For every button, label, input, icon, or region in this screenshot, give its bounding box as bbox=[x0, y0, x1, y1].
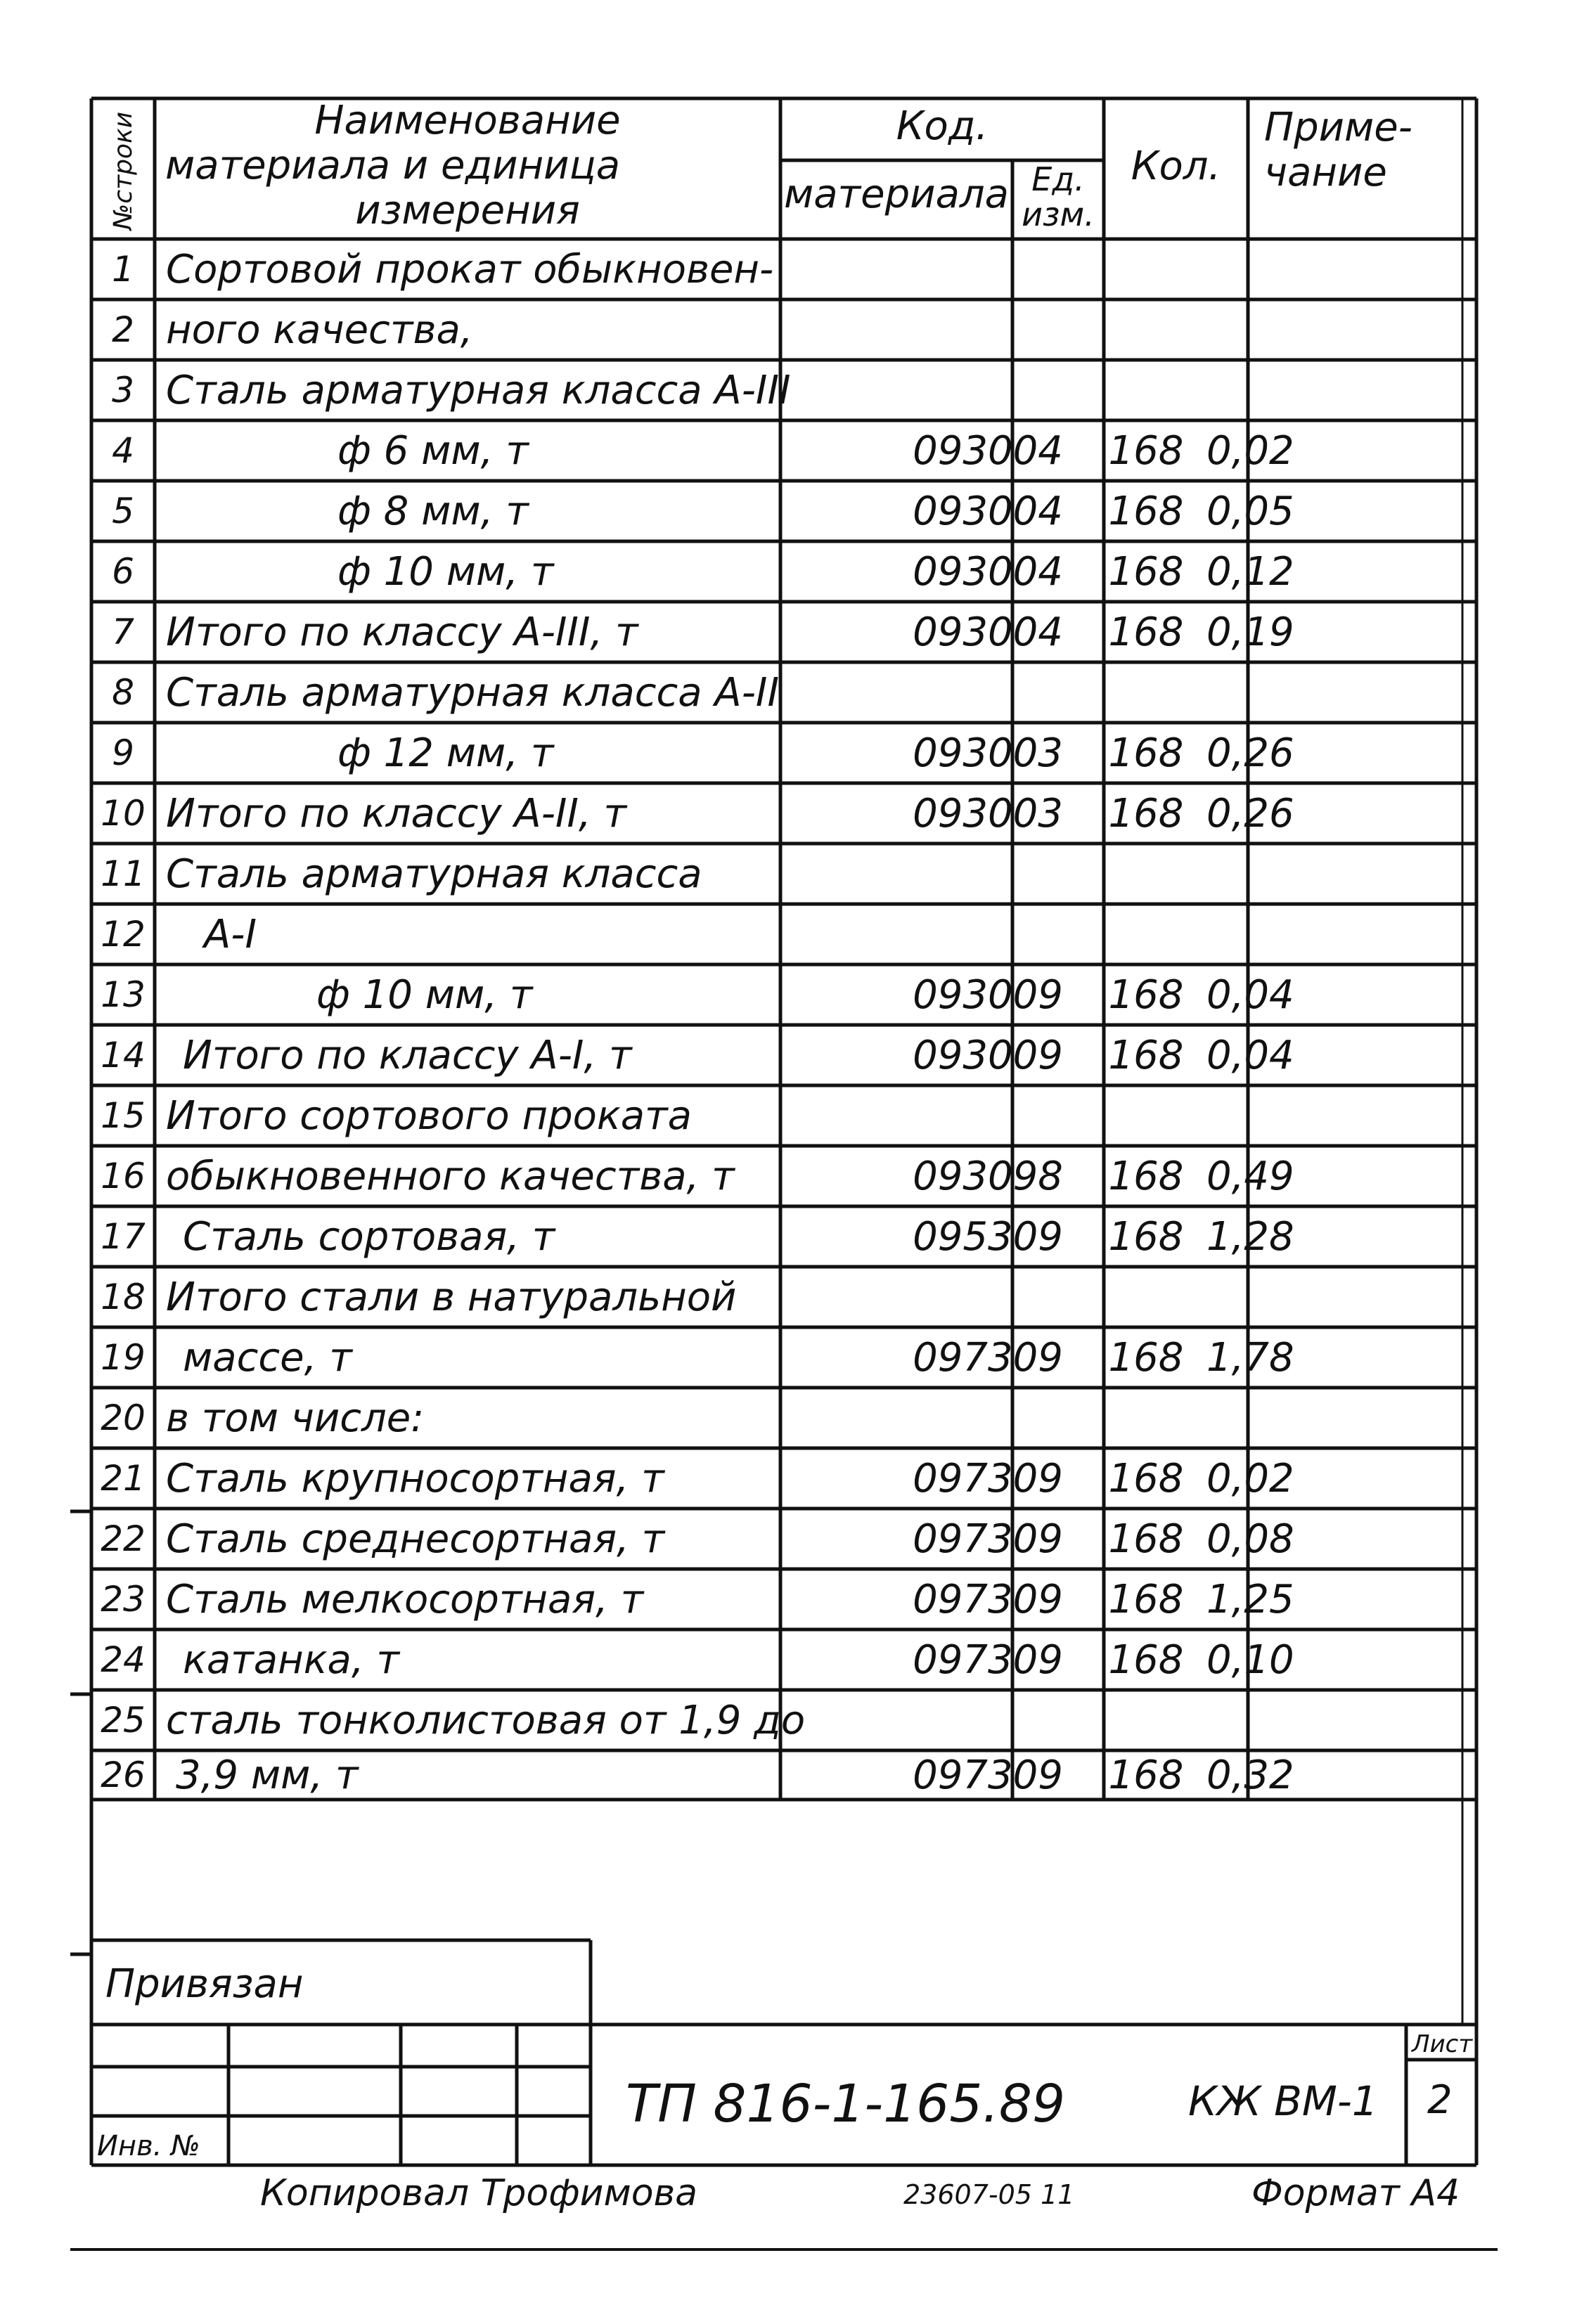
table-row bbox=[91, 1025, 1462, 1085]
material-code: 093004 bbox=[913, 609, 1063, 655]
row-number: 5 bbox=[112, 491, 134, 531]
material-name: Итого по классу А-III, т bbox=[166, 609, 638, 655]
order-number: 23607-05 11 bbox=[903, 2179, 1075, 2210]
table-row bbox=[91, 1388, 1462, 1448]
table-row bbox=[91, 662, 1462, 723]
row-number: 1 bbox=[112, 249, 134, 290]
unit-code: 168 bbox=[1108, 1516, 1184, 1562]
unit-code bbox=[1104, 844, 1188, 904]
material-name: массе, т bbox=[183, 1334, 352, 1381]
material-code bbox=[872, 844, 1104, 904]
table-row bbox=[91, 904, 1462, 964]
row-number: 26 bbox=[101, 1755, 146, 1795]
header-code-unit-label: Ед. изм. bbox=[1022, 160, 1095, 233]
table-row bbox=[91, 1750, 1462, 1800]
document-designation: ТП 816-1-165.89 bbox=[626, 2074, 1066, 2134]
material-code bbox=[872, 1267, 1104, 1327]
material-code: 093098 bbox=[913, 1153, 1063, 1199]
header-code bbox=[780, 104, 1104, 149]
copied-by: Копировал Трофимова bbox=[260, 2172, 698, 2214]
material-name: ф 10 мм, т bbox=[316, 971, 533, 1018]
table-row bbox=[91, 723, 1462, 783]
table-row bbox=[91, 1085, 1462, 1146]
unit-code bbox=[1104, 1267, 1188, 1327]
header-note-line-1: Приме- bbox=[1264, 105, 1412, 150]
row-number: 20 bbox=[101, 1397, 146, 1438]
table-row bbox=[91, 420, 1462, 481]
quantity: 0,02 bbox=[1206, 427, 1294, 474]
unit-code: 168 bbox=[1108, 488, 1184, 534]
table-row bbox=[91, 1206, 1462, 1267]
quantity bbox=[1195, 1388, 1347, 1448]
material-name: катанка, т bbox=[183, 1637, 400, 1683]
material-code bbox=[872, 239, 1104, 299]
header-quantity bbox=[1104, 144, 1248, 189]
sheet-number: 2 bbox=[1427, 2077, 1453, 2123]
row-number: 13 bbox=[101, 974, 146, 1015]
quantity: 0,49 bbox=[1206, 1153, 1294, 1199]
material-code: 093003 bbox=[913, 790, 1063, 837]
inventory-number-label: Инв. № bbox=[97, 2130, 200, 2162]
unit-code: 168 bbox=[1108, 609, 1184, 655]
quantity bbox=[1195, 360, 1347, 420]
material-name: Итого сортового проката bbox=[166, 1092, 692, 1139]
header-code-label: Код. bbox=[896, 103, 989, 149]
material-name: Сталь среднесортная, т bbox=[166, 1516, 665, 1562]
row-number: 11 bbox=[101, 853, 146, 894]
material-code: 093009 bbox=[913, 1032, 1063, 1078]
quantity: 1,25 bbox=[1206, 1576, 1294, 1622]
header-name-line-1: Наименование bbox=[314, 98, 621, 143]
row-number: 10 bbox=[101, 793, 146, 834]
quantity: 0,08 bbox=[1206, 1516, 1294, 1562]
unit-code bbox=[1104, 662, 1188, 723]
quantity: 0,04 bbox=[1206, 1032, 1294, 1078]
row-number: 22 bbox=[101, 1518, 146, 1559]
material-code: 097309 bbox=[913, 1752, 1063, 1798]
table-row bbox=[91, 1448, 1462, 1509]
row-number: 7 bbox=[112, 612, 134, 652]
header-row-number-label: №строки bbox=[109, 111, 139, 231]
row-number: 9 bbox=[112, 732, 134, 773]
material-name: ф 8 мм, т bbox=[337, 488, 529, 534]
material-code bbox=[872, 299, 1104, 360]
unit-code: 168 bbox=[1108, 1576, 1184, 1622]
row-number: 14 bbox=[101, 1035, 146, 1076]
row-number: 21 bbox=[101, 1458, 146, 1499]
unit-code: 168 bbox=[1108, 1637, 1184, 1683]
quantity bbox=[1195, 904, 1347, 964]
material-code: 093004 bbox=[913, 427, 1063, 474]
unit-code bbox=[1104, 1690, 1188, 1750]
header-name-line-3: измерения bbox=[355, 188, 580, 233]
quantity bbox=[1195, 1690, 1347, 1750]
table-row bbox=[91, 1509, 1462, 1569]
material-code bbox=[872, 904, 1104, 964]
unit-code bbox=[1104, 360, 1188, 420]
material-name: Сталь арматурная класса А-III bbox=[166, 367, 791, 413]
material-name: сталь тонколистовая от 1,9 до bbox=[166, 1697, 806, 1743]
row-number: 12 bbox=[101, 914, 146, 955]
material-name: Сталь мелкосортная, т bbox=[166, 1576, 644, 1622]
quantity: 0,04 bbox=[1206, 971, 1294, 1018]
material-code: 093004 bbox=[913, 548, 1063, 595]
quantity bbox=[1195, 299, 1347, 360]
quantity: 1,28 bbox=[1206, 1213, 1294, 1260]
material-code: 097309 bbox=[913, 1334, 1063, 1381]
unit-code: 168 bbox=[1108, 790, 1184, 837]
material-name: Итого по классу А-I, т bbox=[183, 1032, 632, 1078]
material-name: ф 12 мм, т bbox=[337, 730, 554, 776]
header-quantity-label: Кол. bbox=[1131, 143, 1221, 189]
quantity: 0,19 bbox=[1206, 609, 1294, 655]
bound-label: Привязан bbox=[105, 1961, 304, 2007]
material-name: Сортовой прокат обыкновен- bbox=[166, 246, 774, 292]
unit-code: 168 bbox=[1108, 730, 1184, 776]
table-row bbox=[91, 299, 1462, 360]
row-number: 25 bbox=[101, 1700, 146, 1741]
table-row bbox=[91, 1569, 1462, 1629]
material-name: ного качества, bbox=[166, 306, 473, 353]
row-number: 24 bbox=[101, 1639, 146, 1680]
header-note bbox=[1250, 105, 1475, 195]
quantity bbox=[1195, 1267, 1347, 1327]
material-name: Итого по классу А-II, т bbox=[166, 790, 627, 837]
unit-code: 168 bbox=[1108, 1455, 1184, 1502]
table-row bbox=[91, 1327, 1462, 1388]
material-code bbox=[872, 360, 1104, 420]
material-code: 097309 bbox=[913, 1637, 1063, 1683]
material-code: 097309 bbox=[913, 1576, 1063, 1622]
quantity: 0,32 bbox=[1206, 1752, 1294, 1798]
material-name: в том числе: bbox=[166, 1395, 425, 1441]
quantity bbox=[1195, 662, 1347, 723]
table-row bbox=[91, 783, 1462, 844]
table-row bbox=[91, 1146, 1462, 1206]
material-name: Сталь арматурная класса А-II bbox=[166, 669, 779, 716]
row-number: 18 bbox=[101, 1277, 146, 1317]
header-code-material-label: материала bbox=[783, 172, 1009, 217]
material-name: ф 6 мм, т bbox=[337, 427, 529, 474]
table-row bbox=[91, 1267, 1462, 1327]
table-row bbox=[91, 239, 1462, 299]
quantity: 0,02 bbox=[1206, 1455, 1294, 1502]
material-code: 093003 bbox=[913, 730, 1063, 776]
material-code: 093004 bbox=[913, 488, 1063, 534]
material-code bbox=[872, 1690, 1104, 1750]
unit-code bbox=[1104, 299, 1188, 360]
table-row bbox=[91, 844, 1462, 904]
material-code bbox=[872, 1085, 1104, 1146]
material-code bbox=[872, 1388, 1104, 1448]
header-code-material bbox=[780, 172, 1012, 217]
quantity bbox=[1195, 239, 1347, 299]
table-row bbox=[91, 541, 1462, 602]
row-number: 2 bbox=[112, 309, 134, 350]
material-code bbox=[872, 662, 1104, 723]
unit-code: 168 bbox=[1108, 1334, 1184, 1381]
row-number: 4 bbox=[112, 430, 134, 471]
row-number: 3 bbox=[112, 370, 134, 411]
header-note-line-2: чание bbox=[1264, 150, 1387, 195]
sheet-label: Лист bbox=[1412, 2030, 1473, 2058]
row-number: 6 bbox=[112, 551, 134, 592]
row-number: 15 bbox=[101, 1095, 146, 1136]
quantity: 0,10 bbox=[1206, 1637, 1294, 1683]
unit-code bbox=[1104, 1085, 1188, 1146]
material-name: 3,9 мм, т bbox=[176, 1752, 359, 1798]
unit-code bbox=[1104, 1388, 1188, 1448]
unit-code: 168 bbox=[1108, 1153, 1184, 1199]
material-code: 093009 bbox=[913, 971, 1063, 1018]
unit-code: 168 bbox=[1108, 971, 1184, 1018]
unit-code bbox=[1104, 239, 1188, 299]
unit-code bbox=[1104, 904, 1188, 964]
header-row-number bbox=[93, 105, 155, 236]
material-name: Сталь сортовая, т bbox=[183, 1213, 555, 1260]
material-code: 097309 bbox=[913, 1516, 1063, 1562]
row-number: 19 bbox=[101, 1337, 146, 1378]
paper-format: Формат А4 bbox=[1251, 2172, 1460, 2214]
table-row bbox=[91, 602, 1462, 662]
material-name: Сталь крупносортная, т bbox=[166, 1455, 664, 1502]
material-code: 095309 bbox=[913, 1213, 1063, 1260]
header-name bbox=[158, 98, 777, 233]
header-name-line-2: материала и единица bbox=[165, 143, 621, 188]
row-number: 8 bbox=[112, 672, 134, 713]
unit-code: 168 bbox=[1108, 1752, 1184, 1798]
table-row bbox=[91, 964, 1462, 1025]
row-number: 17 bbox=[101, 1216, 146, 1257]
quantity bbox=[1195, 1085, 1347, 1146]
row-number: 16 bbox=[101, 1156, 146, 1196]
material-name: Сталь арматурная класса bbox=[166, 851, 702, 897]
table-row bbox=[91, 1629, 1462, 1690]
header-code-unit bbox=[1014, 162, 1102, 232]
drawing-mark: КЖ ВМ-1 bbox=[1188, 2077, 1378, 2125]
quantity: 1,78 bbox=[1206, 1334, 1294, 1381]
quantity: 0,05 bbox=[1206, 488, 1294, 534]
row-number: 23 bbox=[101, 1579, 146, 1620]
table-row bbox=[91, 481, 1462, 541]
unit-code: 168 bbox=[1108, 548, 1184, 595]
unit-code: 168 bbox=[1108, 1213, 1184, 1260]
unit-code: 168 bbox=[1108, 1032, 1184, 1078]
table-row bbox=[91, 1690, 1462, 1750]
material-code: 097309 bbox=[913, 1455, 1063, 1502]
quantity: 0,12 bbox=[1206, 548, 1294, 595]
unit-code: 168 bbox=[1108, 427, 1184, 474]
material-name: Итого стали в натуральной bbox=[166, 1274, 737, 1320]
quantity: 0,26 bbox=[1206, 730, 1294, 776]
material-name: А-I bbox=[204, 911, 257, 957]
table-row bbox=[91, 360, 1462, 420]
material-name: обыкновенного качества, т bbox=[166, 1153, 735, 1199]
material-name: ф 10 мм, т bbox=[337, 548, 554, 595]
quantity: 0,26 bbox=[1206, 790, 1294, 837]
quantity bbox=[1195, 844, 1347, 904]
